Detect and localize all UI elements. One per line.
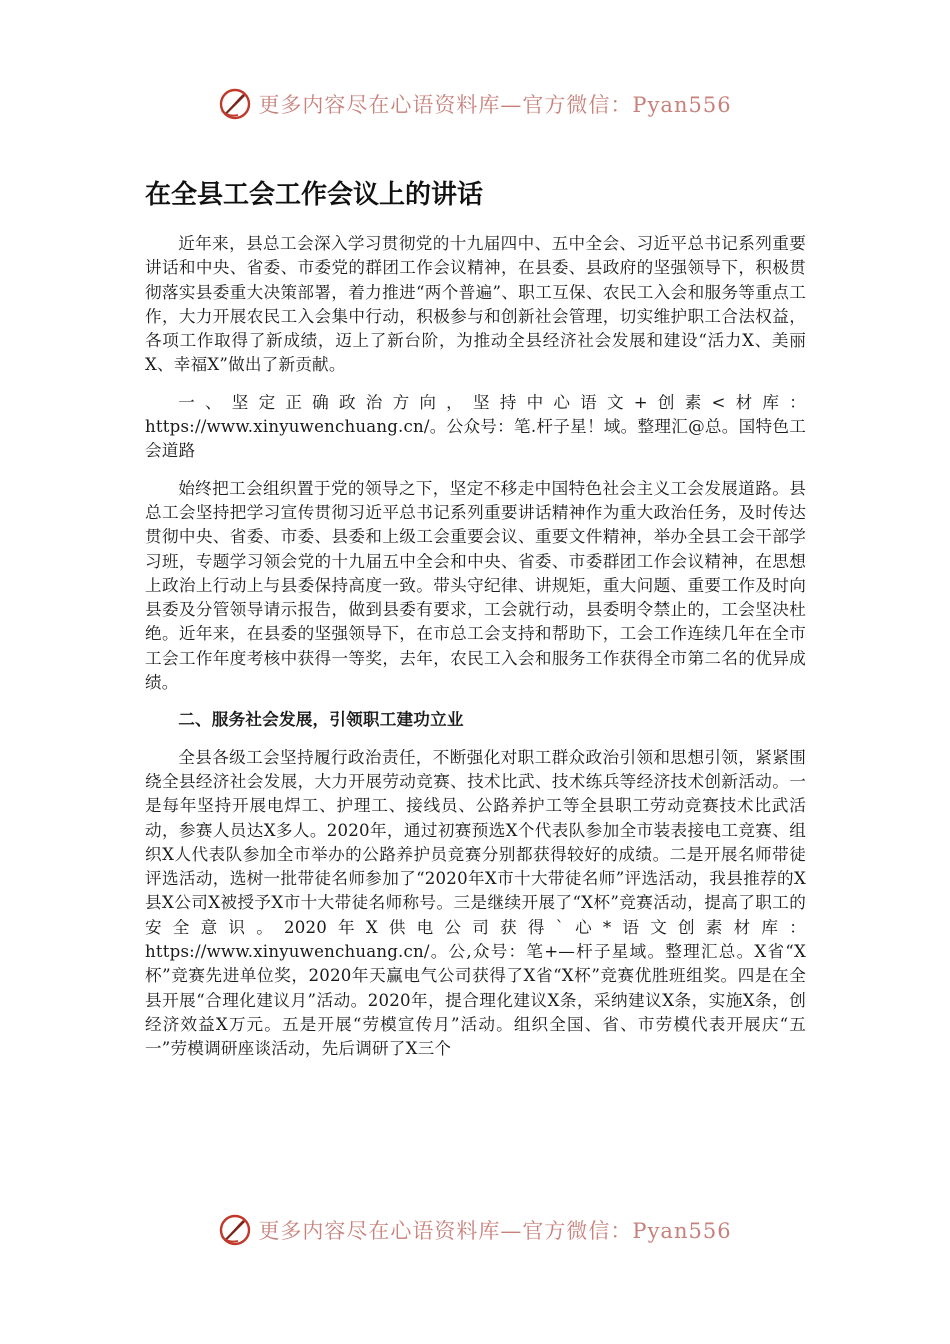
section-two-heading: 二、服务社会发展，引领职工建功立业 (178, 710, 464, 730)
header-watermark-text: 更多内容尽在心语资料库—官方微信：Pyan556 (258, 93, 732, 117)
paragraph-section-one-heading: 一、坚定正确政治方向，坚持中心语文+创素<材库：https://www.xinyuwenchuang.cn/。公众号：笔.杆子星！域。整理汇@总。国特色工会道路 (145, 392, 806, 461)
paragraph-intro: 近年来，县总工会深入学习贯彻党的十九届四中、五中全会、习近平总书记系列重要讲话和中央、省委、市委党的群团工作会议精神，在县委、县政府的坚强领导下，积极贯彻落实县委重大决策部署，着力推进“两个普遍”、职工互保、农民工入会和服务等重点工作，大力开展农民工入会集中行动，积极参与和创新社会管理，切实维护职工合法权益，各项工作取得了新成绩，迈上了新台阶，为推动全县经济社会发展和建设“活力X、美丽X、幸福X”做出了新贡献。 (145, 234, 806, 375)
paragraph-section-two-body: 全县各级工会坚持履行政治责任，不断强化对职工群众政治引领和思想引领，紧紧围绕全县经济社会发展，大力开展劳动竞赛、技术比武、技术练兵等经济技术创新活动。一是每年坚持开展电焊工、护理工、接线员、公路养护工等全县职工劳动竞赛技术比武活动，参赛人员达X多人。2020年，通过初赛预选X个代表队参加全市装表接电工竞赛、组织X人代表队参加全市举办的公路养护员竞赛分别都获得较好的成绩。二是开展名师带徒评选活动，选树一批带徒名师参加了“2020年X市十大带徒名师”评选活动，我县推荐的X县X公司X被授予X市十大带徒名师称号。三是继续开展了“X杯”竞赛活动，提高了职工的安全意识。2020年X供电公司获得`心*语文创素材库：https://www.xinyuwenchuang.cn/。公,众号：笔+—杆子星域。整理汇总。X省“X杯”竞赛先进单位奖，2020年天赢电气公司获得了X省“X杯”竞赛优胜班组奖。四是在全县开展“合理化建议月”活动。2020年，提合理化建议X条，采纳建议X条，实施X条，创经济效益X万元。五是开展“劳模宣传月”活动。组织全国、省、市劳模代表开展庆“五一”劳模调研座谈活动，先后调研了X三个 (145, 747, 806, 1059)
pen-flourish-icon (218, 87, 252, 121)
document-body (145, 232, 806, 1075)
pen-flourish-icon (218, 1213, 252, 1247)
footer-watermark-text: 更多内容尽在心语资料库—官方微信：Pyan556 (258, 1219, 732, 1243)
header-watermark-banner (0, 84, 950, 124)
paragraph-section-one-body: 始终把工会组织置于党的领导之下，坚定不移走中国特色社会主义工会发展道路。县总工会坚持把学习宣传贯彻习近平总书记系列重要讲话精神作为重大政治任务，及时传达贯彻中央、省委、市委、县委和上级工会重要会议、重要文件精神，举办全县工会干部学习班，专题学习领会党的十九届五中全会和中央、省委、市委群团工作会议精神，在思想上政治上行动上与县委保持高度一致。带头守纪律、讲规矩，重大问题、重要工作及时向县委及分管领导请示报告，做到县委有要求，工会就行动，县委明令禁止的，工会坚决杜绝。近年来，在县委的坚强领导下，在市总工会支持和帮助下，工会工作连续几年在全市工会工作年度考核中获得一等奖，去年，农民工入会和服务工作获得全市第二名的优异成绩。 (145, 478, 806, 693)
page-title: 在全县工会工作会议上的讲话 (145, 180, 484, 210)
footer-watermark-banner (0, 1210, 950, 1250)
